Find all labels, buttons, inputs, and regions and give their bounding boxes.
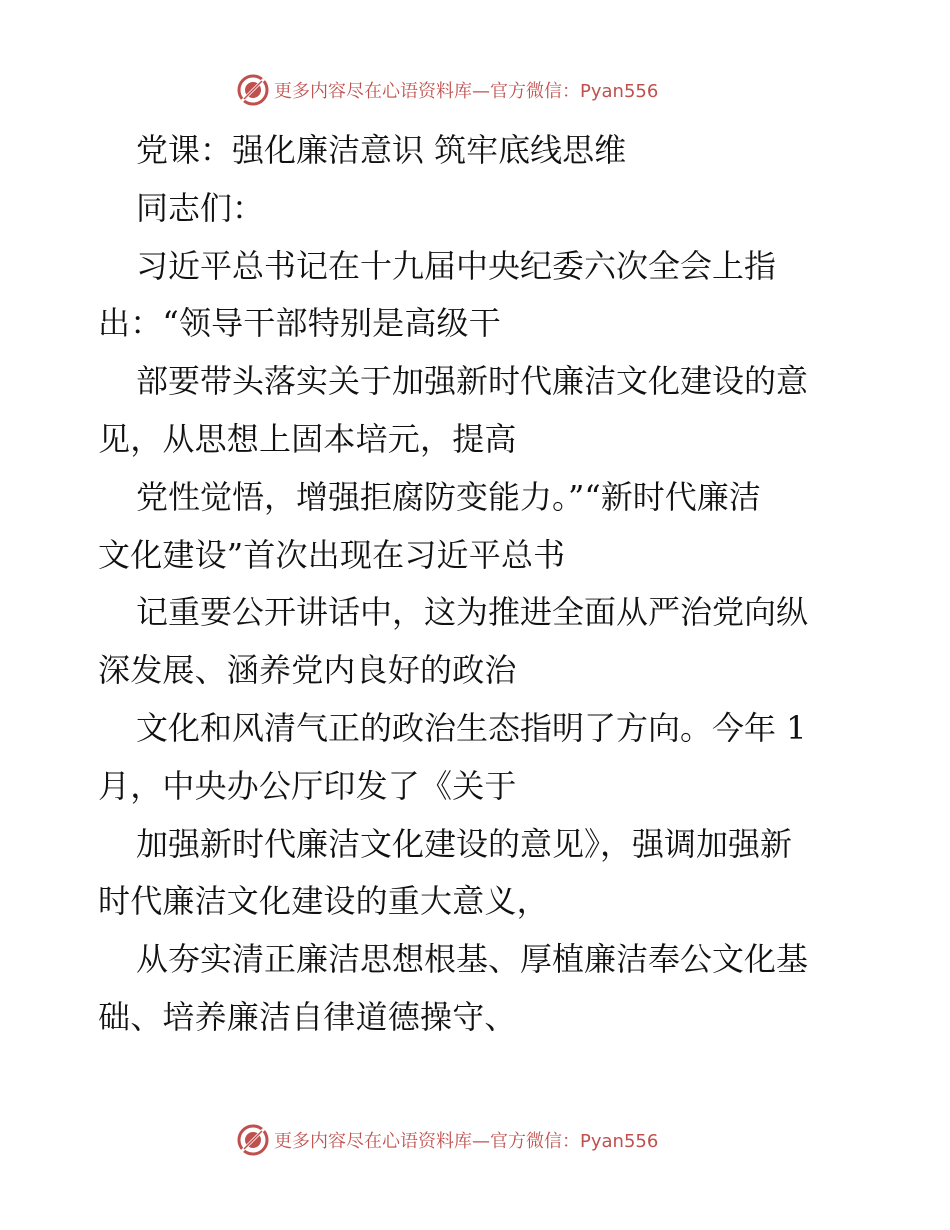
text-line: 文化建设”首次出现在习近平总书 [98, 535, 566, 574]
seal-logo-icon [236, 73, 270, 107]
document-title: 党课：强化廉洁意识 筑牢底线思维 [136, 131, 627, 169]
text-line: 时代廉洁文化建设的重大意义， [98, 882, 549, 921]
text-line: 文化和风清气正的政治生态指明了方向。今年 1 [136, 708, 807, 747]
text-line: 习近平总书记在十九届中央纪委六次全会上指 [136, 246, 777, 285]
salutation: 同志们： [136, 188, 265, 227]
text-line: 记重要公开讲话中，这为推进全面从严治党向纵 [136, 593, 809, 632]
text-line: 见，从思想上固本培元，提高 [98, 419, 517, 458]
header-watermark [236, 72, 658, 108]
text-line: 深发展、涵养党内良好的政治 [98, 651, 517, 690]
seal-logo-icon [236, 1123, 270, 1157]
text-line: 加强新时代廉洁文化建设的意见》，强调加强新 [136, 824, 793, 863]
footer-watermark [236, 1122, 658, 1158]
watermark-text: 更多内容尽在心语资料库—官方微信：Pyan556 [274, 1131, 659, 1152]
text-line: 础、培养廉洁自律道德操守、 [98, 997, 517, 1036]
watermark-text: 更多内容尽在心语资料库—官方微信：Pyan556 [274, 81, 659, 102]
text-line: 从夯实清正廉洁思想根基、厚植廉洁奉公文化基 [136, 940, 809, 979]
text-line: 出：“领导干部特别是高级干 [98, 304, 501, 343]
document-body [98, 122, 858, 1047]
text-line: 月，中央办公厅印发了《关于 [98, 766, 517, 805]
text-line: 部要带头落实关于加强新时代廉洁文化建设的意 [136, 362, 809, 401]
text-line: 党性觉悟，增强拒腐防变能力。”“新时代廉洁 [136, 477, 761, 516]
